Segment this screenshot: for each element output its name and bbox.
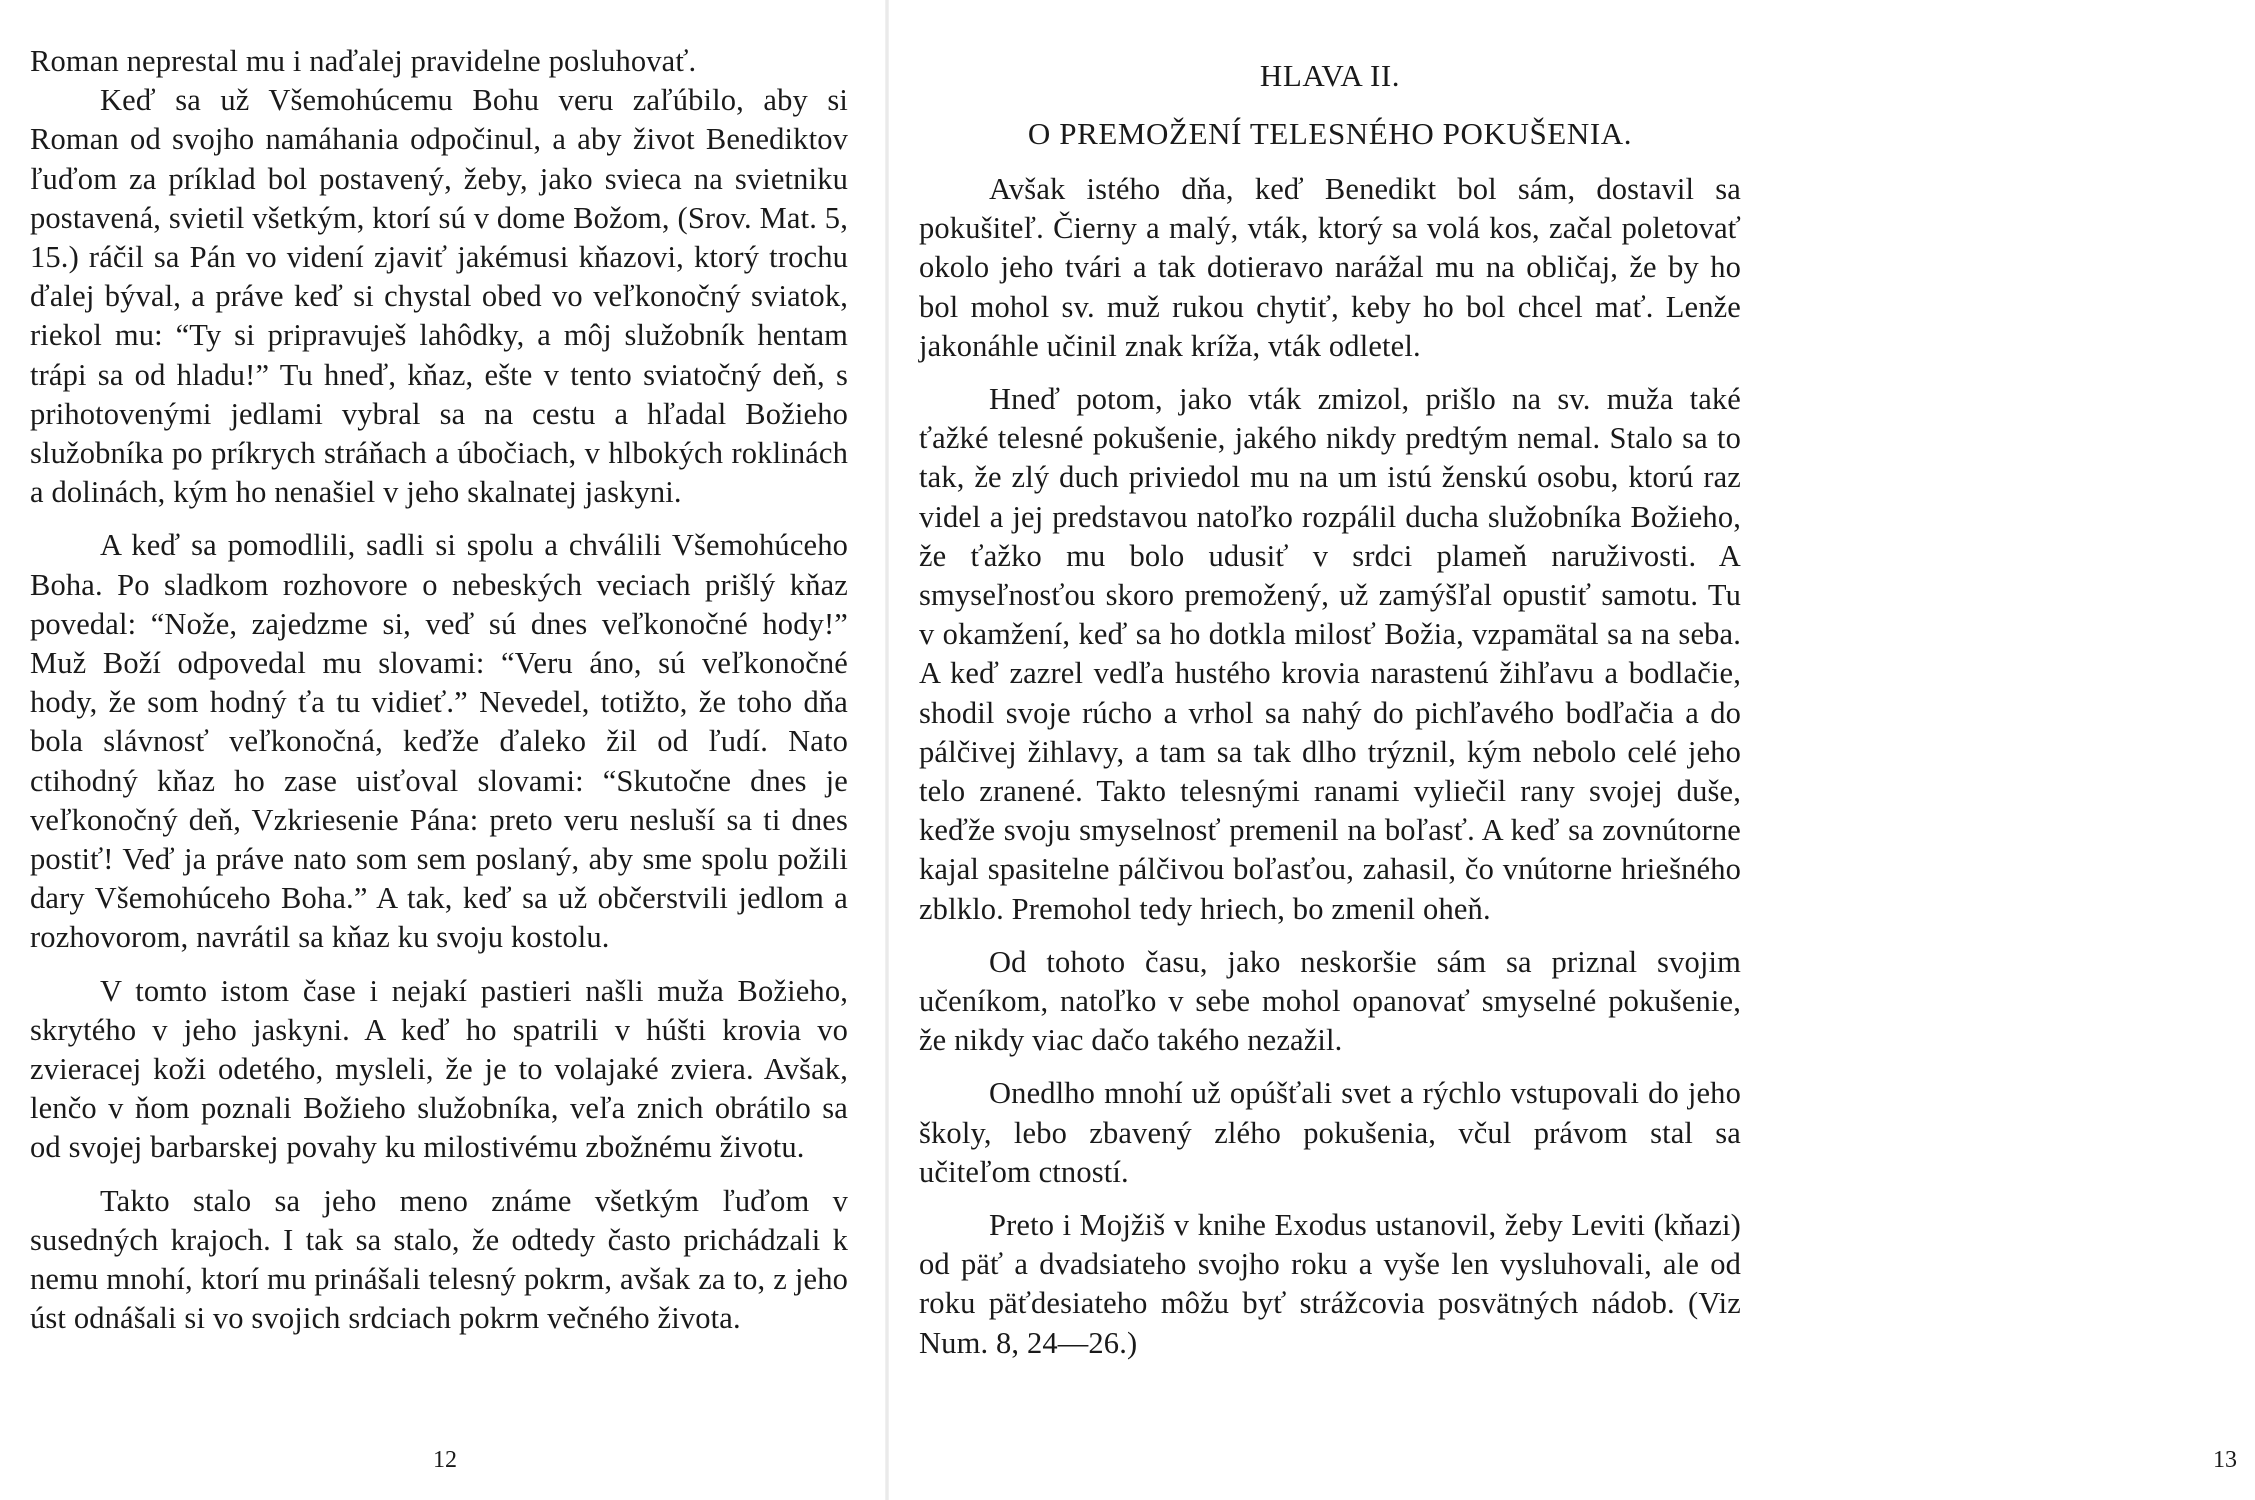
paragraph-left-1: Roman neprestal mu i naďalej pravidelne posluhovať.: [30, 44, 697, 78]
paragraph-right-2: Hneď potom, jako vták zmizol, prišlo na sv. muža také ťažké telesné pokušenie, jakého nikdy predtým nemal. Stalo sa to tak, že zlý duch priviedol mu na um istú ženskú osobu, ktorú raz videl a jej predstavou natoľko rozpálil ducha služobníka Božieho, že ťažko mu bolo udusiť v srdci plameň naruživosti. A smyseľnosťou skoro premožený, už zamýšľal opustiť samotu. Tu v okamžení, keď sa ho dotkla milosť Božia, vzpamätal sa na seba. A keď zazrel vedľa hustého krovia narastenú žihľavu a bodlačie, shodil svoje rúcho a vrhol sa nahý do pichľavého bodľačia a do pálčivej žihlavy, a tam sa tak dlho trýznil, kým nebolo celé jeho telo zranené. Takto telesnými ranami vyliečil rany svojej duše, keďže svoju smyselnosť premenil na boľasť. A keď sa zovnútorne kajal spasitelne pálčivou boľasťou, zahasil, čo vnútorne hriešného zblklo. Premohol tedy hriech, bo zmenil oheň.: [919, 382, 1741, 926]
paragraph-left-4: V tomto istom čase i nejakí pastieri našli muža Božieho, skrytého v jeho jaskyni. A keď ho spatrili v húšti krovia vo zvieracej koži odetého, mysleli, že je to volajaké zviera. Avšak, lenčo v ňom poznali Božieho služobníka, veľa znich obrátilo sa od svojej barbarskej povahy ku milostivému zbožnému životu.: [30, 973, 848, 1165]
right-page: [887, 0, 2237, 1500]
chapter-label: HLAVA II.: [1259, 58, 1401, 93]
chapter-title: O PREMOŽENÍ TELESNÉHO POKUŠENIA.: [1027, 116, 1633, 151]
paragraph-right-5: Preto i Mojžiš v knihe Exodus ustanovil, žeby Leviti (kňazi) od päť a dvadsiateho svojho roku a vyše len vysluhovali, ale od roku päťdesiateho môžu byť strážcovia posvätných nádob. (Viz Num. 8, 24—26.): [919, 1208, 1741, 1360]
paragraph-left-2: Keď sa už Všemohúcemu Bohu veru zaľúbilo, aby si Roman od svojho namáhania odpočinul, a aby život Benediktov ľuďom za príklad bol postavený, žeby, jako svieca na svietniku postavená, svietil všetkým, ktorí sú v dome Božom, (Srov. Mat. 5, 15.) ráčil sa Pán vo videní zjaviť jakémusi kňazovi, ktorý trochu ďalej býval, a práve keď si chystal obed vo veľkonočný sviatok, riekol mu: “Ty si pripravuješ lahôdky, a môj služobník hentam trápi sa od hladu!” Tu hneď, kňaz, ešte v tento sviatočný deň, s prihotovenými jedlami vybral sa na cestu a hľadal Božieho služobníka po príkrych stráňach a úbočiach, v hlbokých roklinách a dolinách, kým ho nenašiel v jeho skalnatej jaskyni.: [30, 83, 848, 510]
paragraph-right-1: Avšak istého dňa, keď Benedikt bol sám, dostavil sa pokušiteľ. Čierny a malý, vták, ktorý sa volá kos, začal poletovať okolo jeho tvári a tak dotieravo narážal mu na obličaj, že by ho bol mohol sv. muž rukou chytiť, keby ho bol chcel mať. Lenže jakonáhle učinil znak kríža, vták odletel.: [919, 172, 1741, 363]
paragraph-left-3: A keď sa pomodlili, sadli si spolu a chválili Všemohúceho Boha. Po sladkom rozhovore o nebeských veciach prišlý kňaz povedal: “Nože, zajedzme si, veď sú dnes veľkonočné hody!” Muž Boží odpovedal mu slovami: “Veru áno, sú veľkonočné hody, že som hodný ťa tu vidieť.” Nevedel, totižto, že toho dňa bola slávnosť veľkonočná, keďže ďaleko žil od ľudí. Nato ctihodný kňaz ho zase uisťoval slovami: “Skutočne dnes je veľkonočný deň, Vzkriesenie Pána: preto veru nesluší sa ti dnes postiť! Veď ja práve nato som sem poslaný, aby sme spolu požili dary Všemohúceho Boha.” A tak, keď sa už občerstvili jedlom a rozhovorom, navrátil sa kňaz ku svoju kostolu.: [30, 528, 848, 955]
right-page-text: [919, 56, 1741, 1363]
paragraph-right-4: Onedlho mnohí už opúšťali svet a rýchlo vstupovali do jeho školy, lebo zbavený zlého pokušenia, včul právom stal sa učiteľom ctností.: [919, 1076, 1741, 1189]
page-number-right: 13: [2213, 1447, 2237, 1473]
paragraph-left-5: Takto stalo sa jeho meno známe všetkým ľuďom v susedných krajoch. I tak sa stalo, že odtedy často prichádzali k nemu mnohí, ktorí mu prinášali telesný pokrm, avšak za to, z jeho úst odnášali si vo svojich srdciach pokrm večného života.: [30, 1183, 848, 1336]
paragraph-right-3: Od tohoto času, jako neskoršie sám sa priznal svojim učeníkom, natoľko v sebe mohol opanovať smyselné pokušenie, že nikdy viac dačo takého nezažil.: [919, 944, 1741, 1058]
left-page-text: [30, 42, 848, 1339]
page-number-left: 12: [433, 1447, 457, 1473]
left-page: [0, 0, 887, 1500]
